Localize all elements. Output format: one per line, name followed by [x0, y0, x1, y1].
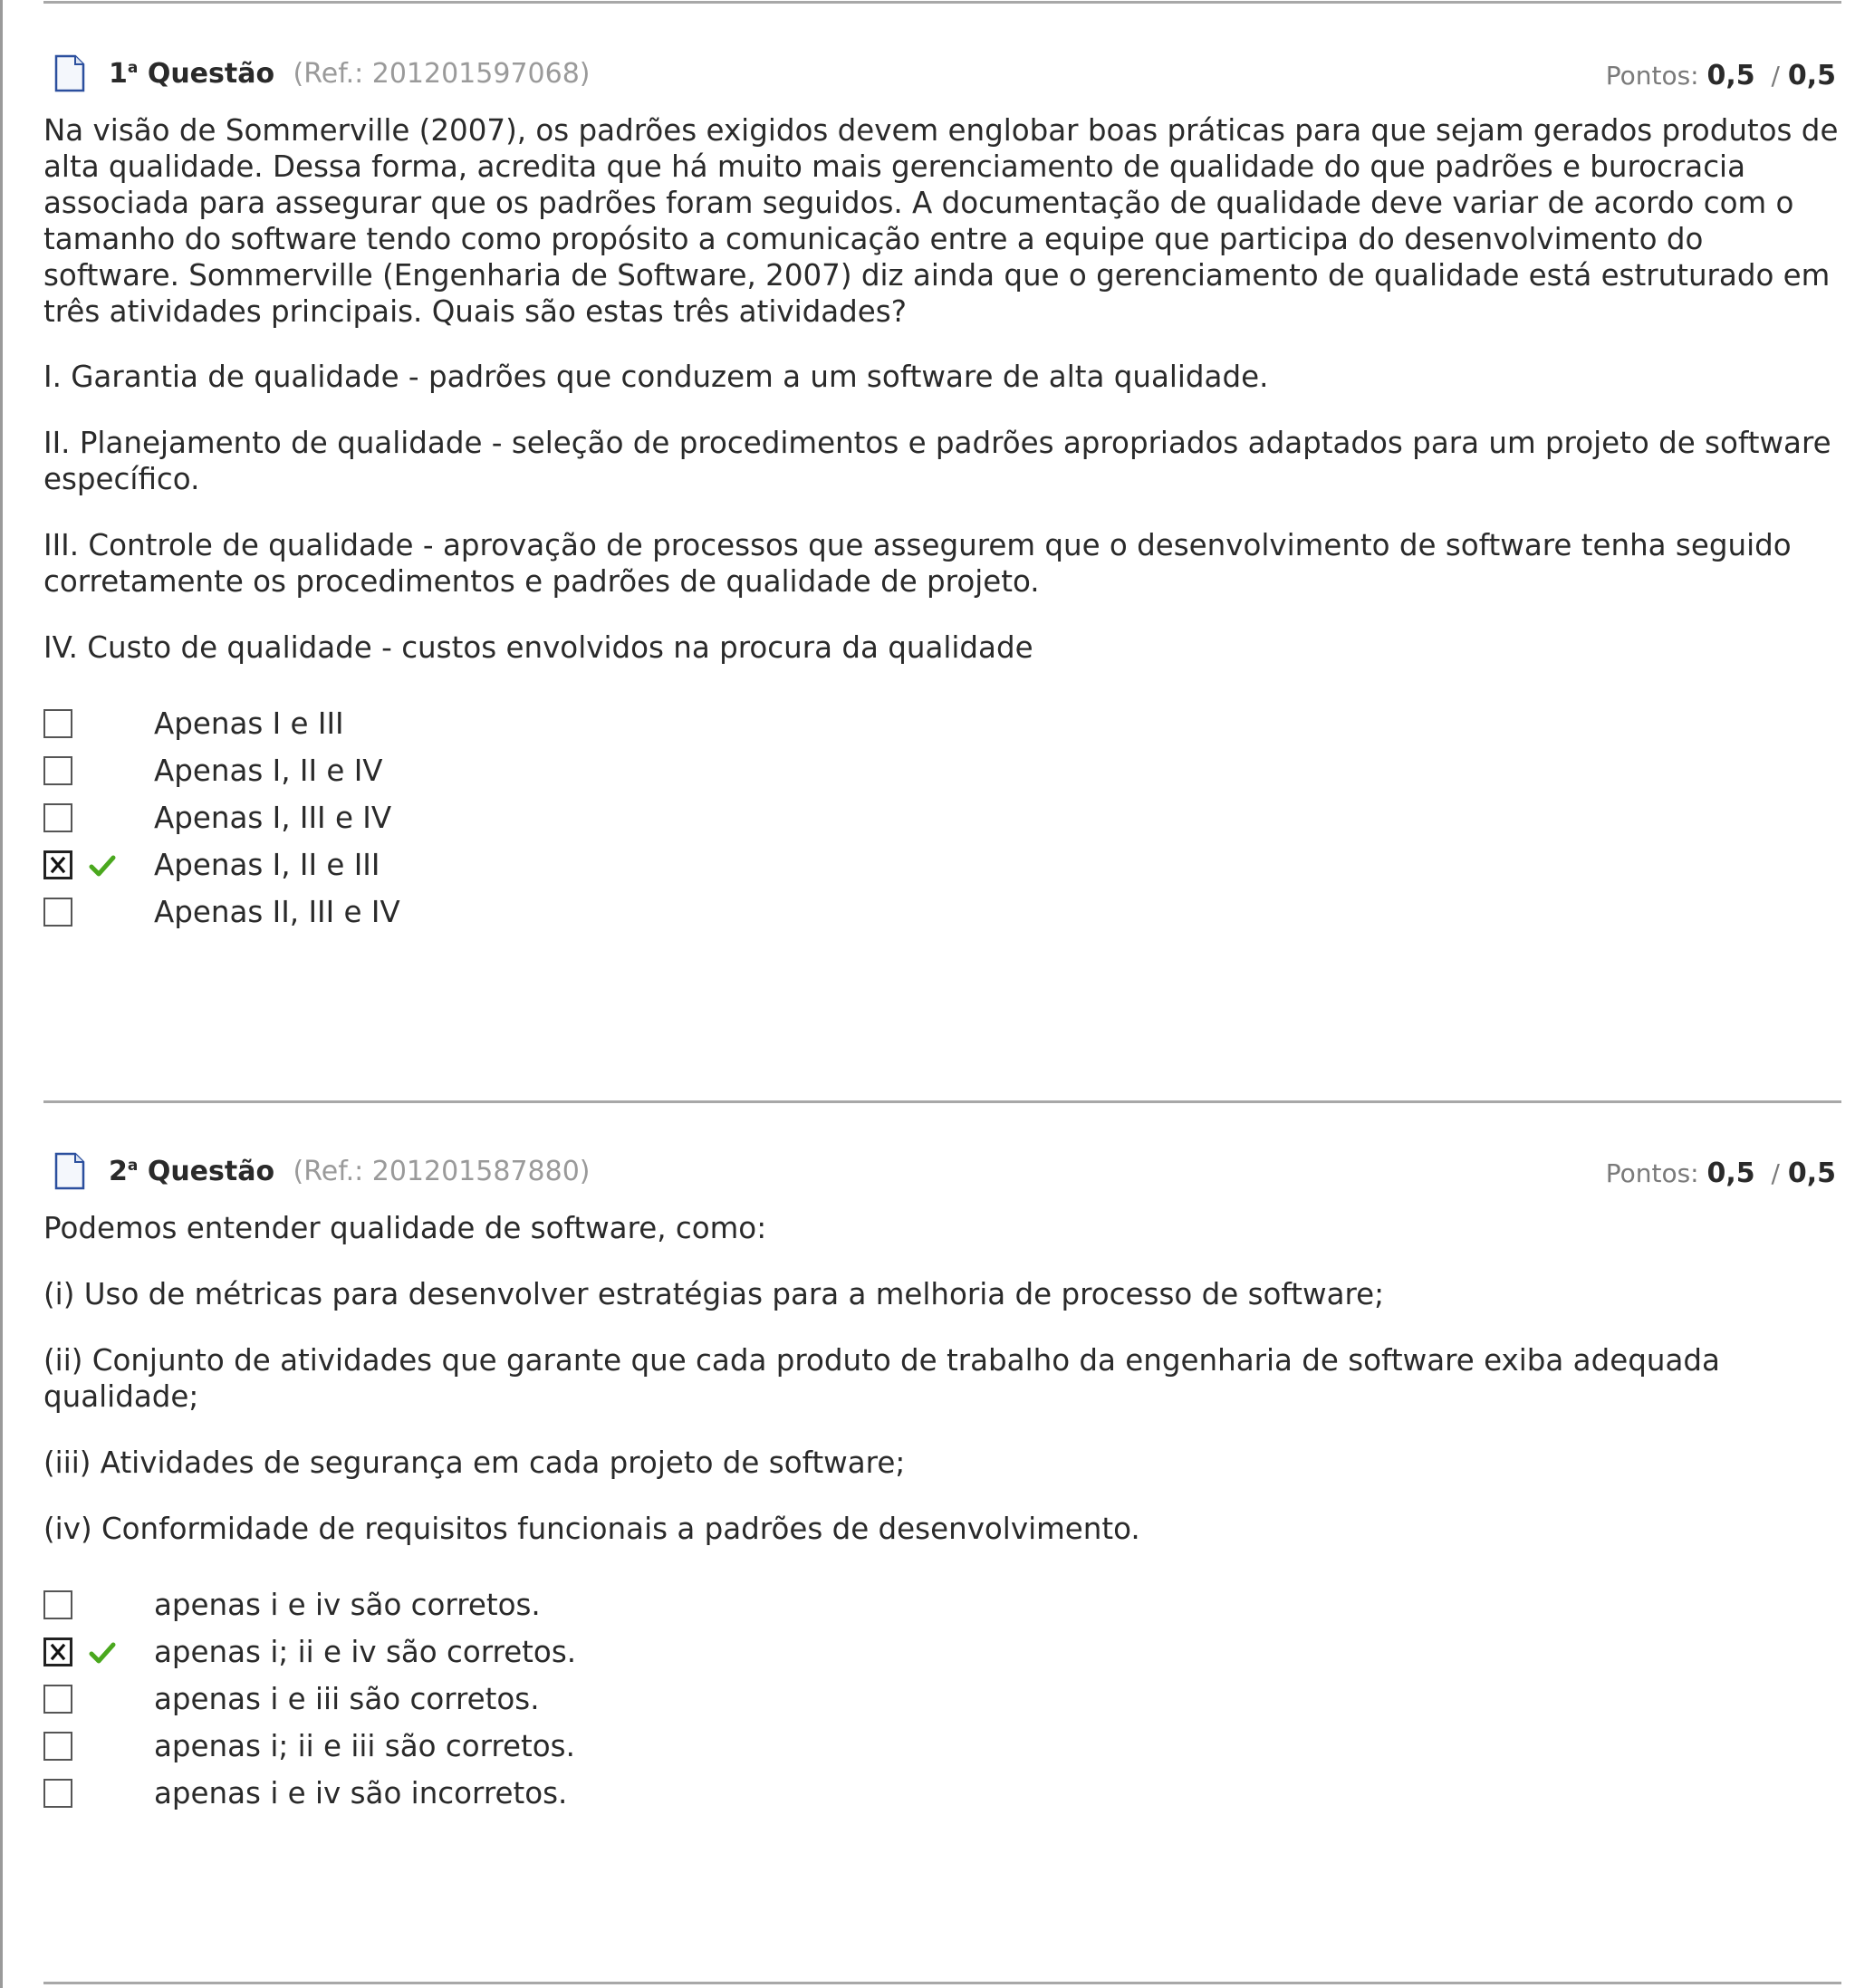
question-2-header	[43, 1152, 1841, 1194]
green-check-icon	[89, 1641, 116, 1665]
points-total: 0,5	[1787, 60, 1836, 91]
checkbox[interactable]	[43, 709, 72, 738]
question-2-statement: Podemos entender qualidade de software, como:	[43, 1211, 767, 1245]
question-2-item-1: (i) Uso de métricas para desenvolver estratégias para a melhoria de processo de software;	[43, 1277, 1385, 1311]
option-label: apenas i e iv são incorretos.	[154, 1776, 568, 1810]
question-2	[43, 1152, 1841, 1820]
checkbox[interactable]	[43, 1779, 72, 1808]
question-ordinal: a	[127, 1157, 139, 1175]
question-1-statement: Na visão de Sommerville (2007), os padrões exigidos devem englobar boas práticas para que sejam gerados produtos de alta qualidade. Dessa forma, acredita que há muito mais gerenciamento de qualidade do que padrões e burocracia associada para assegurar que os padrões foram seguidos. A documentação de qualidade deve variar de acordo com o tamanho do software tendo como propósito a comunicação entre a equipe que participa do desenvolvimento do software. Sommerville (Engenharia de Software, 2007) diz ainda que o gerenciamento de qualidade está estruturado em três atividades principais. Quais são estas três atividades?	[43, 113, 1839, 329]
checkbox[interactable]	[43, 756, 72, 785]
document-icon	[54, 1152, 85, 1190]
divider-top	[43, 1, 1841, 4]
points-label: Pontos:	[1605, 1158, 1699, 1188]
option-selected[interactable]	[43, 845, 1841, 892]
checkbox[interactable]	[43, 803, 72, 832]
question-2-item-2: (ii) Conjunto de atividades que garante que cada produto de trabalho da engenharia de software exiba adequada qualidade;	[43, 1343, 1720, 1414]
divider-middle	[43, 1100, 1841, 1103]
points-label: Pontos:	[1605, 61, 1699, 91]
x-checkbox-icon[interactable]	[43, 850, 72, 879]
question-2-title	[109, 1156, 591, 1187]
points-total: 0,5	[1787, 1157, 1836, 1189]
option-label: Apenas I, III e IV	[154, 801, 392, 835]
question-1-header	[43, 54, 1841, 96]
question-number: 1	[109, 58, 128, 90]
points-obtained: 0,5	[1706, 60, 1755, 91]
option-label: apenas i; ii e iv são corretos.	[154, 1635, 577, 1669]
green-check-icon	[89, 854, 116, 878]
question-1-item-2: II. Planejamento de qualidade - seleção de procedimentos e padrões apropriados adaptados para um projeto de software específico.	[43, 426, 1831, 496]
option[interactable]	[43, 751, 1841, 798]
question-2-item-3: (iii) Atividades de segurança em cada projeto de software;	[43, 1445, 906, 1480]
question-1-item-1: I. Garantia de qualidade - padrões que conduzem a um software de alta qualidade.	[43, 360, 1269, 394]
question-label: Questão	[147, 1156, 275, 1187]
question-1-item-4: IV. Custo de qualidade - custos envolvidos na procura da qualidade	[43, 630, 1033, 665]
question-1-options	[43, 704, 1841, 939]
page-left-border	[0, 0, 3, 1988]
option-label: Apenas I e III	[154, 706, 344, 741]
option-label: Apenas I, II e IV	[154, 754, 383, 788]
option-label: Apenas I, II e III	[154, 848, 380, 882]
checkbox[interactable]	[43, 1590, 72, 1619]
question-2-item-4: (iv) Conformidade de requisitos funcionais a padrões de desenvolvimento.	[43, 1512, 1140, 1546]
points-obtained: 0,5	[1706, 1157, 1755, 1189]
divider-bottom	[43, 1982, 1841, 1984]
x-checkbox-icon[interactable]	[43, 1637, 72, 1666]
question-1-item-3: III. Controle de qualidade - aprovação de processos que assegurem que o desenvolvimento de software tenha seguido corretamente os procedimentos e padrões de qualidade de projeto.	[43, 528, 1792, 599]
option-selected[interactable]	[43, 1632, 1841, 1679]
question-2-options	[43, 1585, 1841, 1820]
question-ordinal: a	[127, 59, 139, 77]
question-label: Questão	[147, 58, 275, 90]
option-label: Apenas II, III e IV	[154, 895, 400, 929]
question-1-title	[109, 58, 591, 90]
option-label: apenas i; ii e iii são corretos.	[154, 1729, 575, 1763]
checkbox[interactable]	[43, 1732, 72, 1761]
option-label: apenas i e iv são corretos.	[154, 1588, 541, 1622]
question-1	[43, 54, 1841, 939]
option-label: apenas i e iii são corretos.	[154, 1682, 540, 1716]
points-separator: /	[1771, 61, 1780, 91]
option[interactable]	[43, 1585, 1841, 1632]
question-1-points	[1606, 60, 1836, 91]
option[interactable]	[43, 1679, 1841, 1726]
question-1-body	[43, 112, 1841, 666]
option[interactable]	[43, 1726, 1841, 1773]
question-ref: (Ref.: 201201587880)	[293, 1156, 591, 1187]
question-2-body	[43, 1210, 1841, 1547]
question-ref: (Ref.: 201201597068)	[293, 58, 591, 90]
option[interactable]	[43, 798, 1841, 845]
option[interactable]	[43, 704, 1841, 751]
points-separator: /	[1771, 1158, 1780, 1188]
checkbox[interactable]	[43, 898, 72, 927]
option[interactable]	[43, 1773, 1841, 1820]
option[interactable]	[43, 892, 1841, 939]
question-number: 2	[109, 1156, 128, 1187]
checkbox[interactable]	[43, 1685, 72, 1714]
question-2-points	[1606, 1157, 1836, 1189]
document-icon	[54, 54, 85, 92]
